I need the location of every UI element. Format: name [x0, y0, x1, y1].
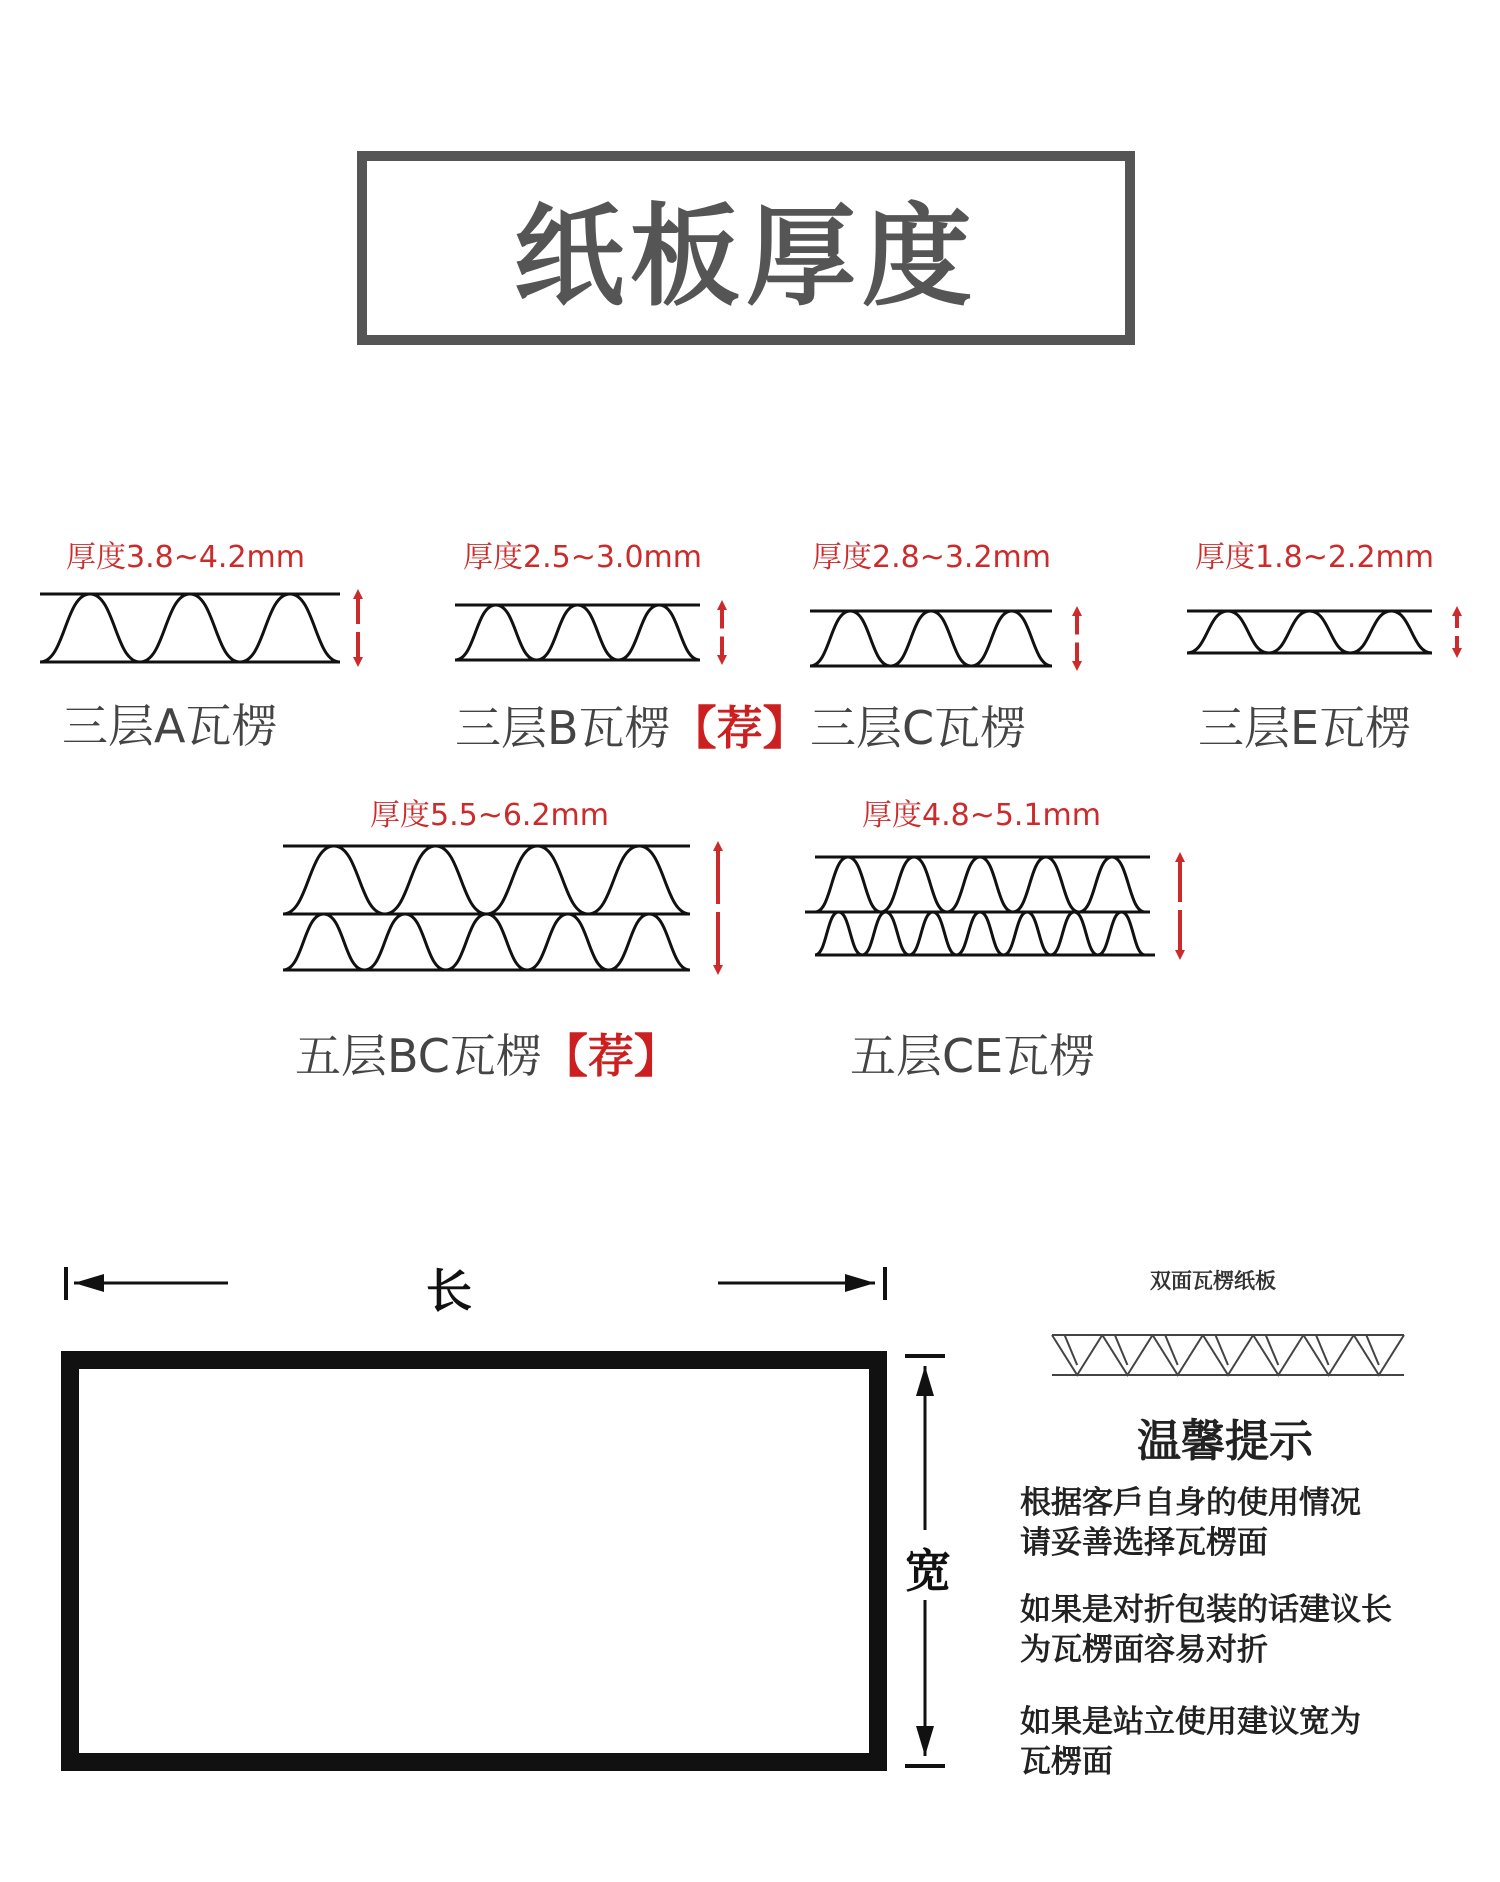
- flute-a-wave: [40, 594, 340, 662]
- label-e: 三层E瓦楞: [1198, 701, 1412, 755]
- page-title: 纸板厚度: [514, 193, 978, 321]
- thickness-b: 厚度2.5~3.0mm: [463, 540, 703, 575]
- thickness-e: 厚度1.8~2.2mm: [1195, 540, 1435, 575]
- width-label: 宽: [905, 1544, 951, 1598]
- flute-ce-lower-wave: [815, 912, 1145, 955]
- tip-line-6: 瓦楞面: [1020, 1744, 1113, 1780]
- length-arrowhead-left: [74, 1274, 104, 1292]
- tips-title: 温馨提示: [1137, 1416, 1313, 1467]
- thickness-c: 厚度2.8~3.2mm: [812, 540, 1052, 575]
- tip-line-2: 请妥善选择瓦楞面: [1020, 1525, 1268, 1561]
- width-arrowhead-up: [916, 1366, 934, 1396]
- label-bc-text: 五层BC瓦楞: [295, 1029, 542, 1083]
- flute-b-wave: [455, 605, 700, 660]
- box-dimension-diagram: [66, 1267, 945, 1766]
- double-wall-caption: 双面瓦楞纸板: [1150, 1269, 1276, 1293]
- recommended-badge-b: 【荐】: [670, 701, 809, 755]
- flute-bc-lower-wave: [283, 914, 690, 970]
- tip-line-5: 如果是站立使用建议宽为: [1020, 1704, 1361, 1740]
- flute-bc-upper-wave: [283, 846, 690, 914]
- tip-line-4: 为瓦楞面容易对折: [1020, 1632, 1268, 1668]
- thickness-ce: 厚度4.8~5.1mm: [862, 798, 1102, 833]
- label-b-text: 三层B瓦楞: [455, 701, 671, 755]
- label-a: 三层A瓦楞: [62, 699, 278, 753]
- tip-line-3: 如果是对折包装的话建议长: [1020, 1592, 1392, 1628]
- tip-line-1: 根据客戶自身的使用情况: [1020, 1485, 1361, 1521]
- label-c: 三层C瓦楞: [810, 701, 1027, 755]
- box-outline: [70, 1360, 878, 1762]
- width-arrowhead-down: [916, 1726, 934, 1756]
- flute-e-wave: [1187, 611, 1432, 653]
- flute-c-wave: [810, 611, 1052, 666]
- length-arrowhead-right: [845, 1274, 875, 1292]
- thickness-a: 厚度3.8~4.2mm: [66, 540, 306, 575]
- double-wall-icon: [1052, 1335, 1404, 1375]
- flute-ce-upper-wave: [815, 857, 1145, 912]
- thickness-bc: 厚度5.5~6.2mm: [370, 798, 610, 833]
- recommended-badge-bc: 【荐】: [541, 1029, 680, 1083]
- length-label: 长: [426, 1264, 472, 1318]
- label-ce: 五层CE瓦楞: [850, 1029, 1096, 1083]
